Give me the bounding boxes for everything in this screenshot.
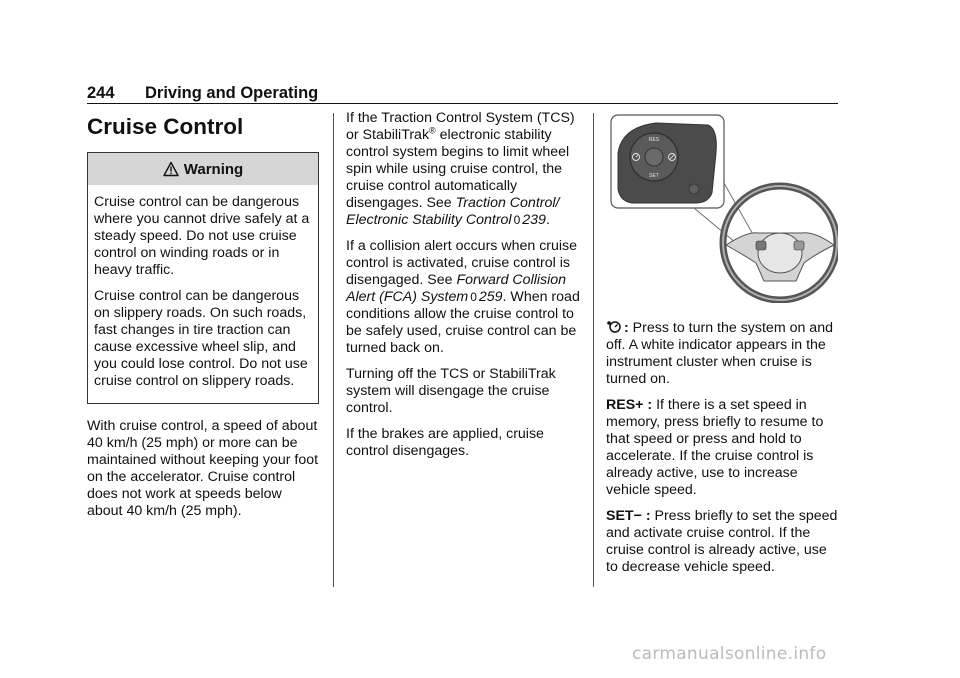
rocker-center [645,148,663,166]
column-divider-left [333,113,334,587]
cruise-control-icon [606,320,624,333]
wheel-cruise-controls [756,241,766,250]
aux-button [689,184,699,194]
column-1 [87,110,321,529]
column-2 [346,110,582,469]
intro-paragraph: With cruise control, a speed of about 40 km/h (25 mph) or more can be maintained without keeping your foot on the accelerator. Cruise control does not work at speeds below about 40 km/h (25 mph). [87,418,319,519]
tcs-off-paragraph: Turning off the TCS or StabiliTrak system will disengage the cruise control. [346,366,556,416]
steering-wheel-figure [608,113,838,303]
warning-paragraph-2: Cruise control can be dangerous on slippery roads. On such roads, fast changes in tire traction can cause excessive wheel slip, and you could lose control. Do not use cruise control on slippery roads. [94,288,308,389]
watermark: carmanualsonline.info [632,644,827,664]
column-divider-right [593,113,594,587]
page-ref-259[interactable]: 259 [478,289,503,305]
tcs-paragraph: If the Traction Control System (TCS) or StabiliTrak® electronic stability control system begins to limit wheel spin while using cruise control, the cruise control automatically disengages. See Traction Control/ Electronic Stability Control 0 239. [346,110,575,228]
warning-triangle-icon [163,161,179,177]
page-ref-239[interactable]: 239 [522,212,546,228]
column-3 [606,320,842,585]
page-ref-arrow: 0 [513,213,521,227]
brakes-paragraph: If the brakes are applied, cruise control disengages. [346,426,544,459]
registered-mark: ® [429,125,436,136]
collision-paragraph: If a collision alert occurs when cruise control is activated, cruise control is disengaged. See Forward Collision Alert (FCA) System 0 259. When road conditions allow the cruise control to be safely used, cruise control can be turned back on. [346,238,580,356]
res-button-label: RES [648,137,660,143]
section-title: Driving and Operating [145,84,319,102]
header-rule [87,103,838,104]
warning-box [87,152,319,404]
link-forward-collision-alert[interactable]: Forward Collision Alert (FCA) System [346,272,567,305]
res-description: RES+ : If there is a set speed in memory, press briefly to resume to that speed or press and hold to accelerate. If the cruise control is already active, use to increase vehicle speed. [606,397,824,498]
page-title: Cruise Control [87,114,244,139]
set-description: SET− : Press briefly to set the speed and activate cruise control. If the cruise control is already active, use to decrease vehicle speed. [606,508,838,575]
onoff-description: : Press to turn the system on and off. A white indicator appears in the instrument cluster when cruise is turned on. [606,320,833,387]
warning-heading: Warning [183,160,244,178]
wheel-hub [758,233,802,273]
warning-body [88,185,318,403]
warning-paragraph-1: Cruise control can be dangerous where you cannot drive safely at a steady speed. Do not use cruise control on winding roads or in heavy traffic. [94,194,310,278]
wheel-right-controls [794,241,804,250]
page-ref-arrow: 0 [470,290,477,304]
link-traction-control[interactable]: Traction Control/ Electronic Stability Control [346,195,560,228]
set-button-label: SET [649,173,659,179]
page-number: 244 [87,84,115,102]
warning-header [88,153,318,185]
page-header [87,84,838,104]
